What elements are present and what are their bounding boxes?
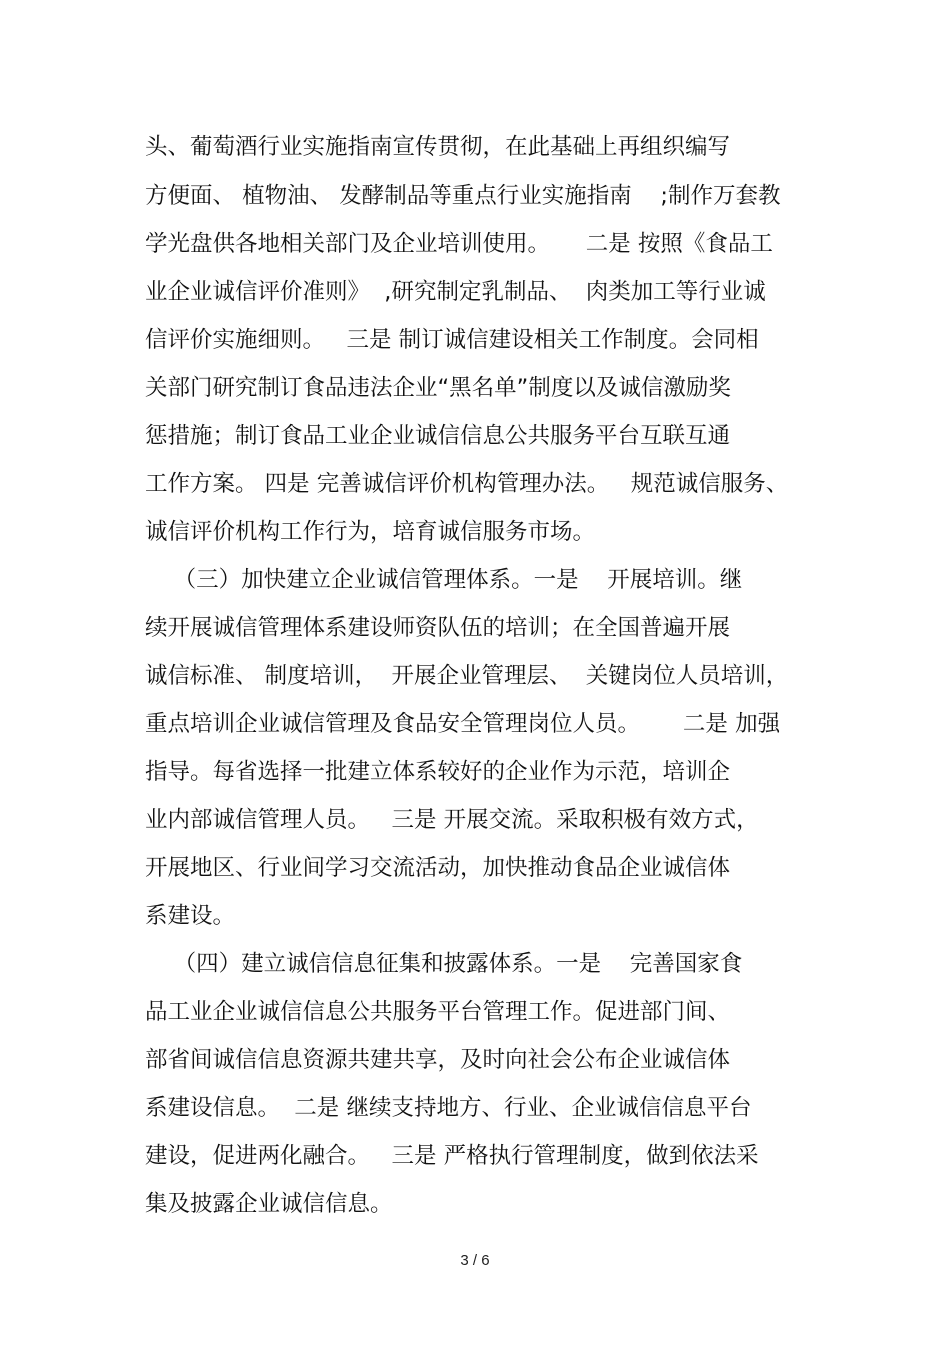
- text-line-20: 部省间诚信信息资源共建共享，及时向社会公布企业诚信体: [145, 1047, 731, 1073]
- text-line-6: 关部门研究制订食品违法企业“黑名单”制度以及诚信激励奖: [145, 375, 731, 401]
- text-line-9: 诚信评价机构工作行为，培育诚信服务市场。: [145, 519, 596, 545]
- text-line-19: 品工业企业诚信信息公共服务平台管理工作。促进部门间、: [145, 999, 731, 1025]
- text-line-21: 系建设信息。 二是 继续支持地方、行业、企业诚信信息平台: [145, 1095, 752, 1121]
- text-line-16: 开展地区、行业间学习交流活动，加快推动食品企业诚信体: [145, 855, 731, 881]
- text-line-4: 业企业诚信评价准则》 ,研究制定乳制品、 肉类加工等行业诚: [145, 279, 766, 305]
- text-line-8: 工作方案。 四是 完善诚信评价机构管理办法。 规范诚信服务、: [145, 471, 789, 497]
- text-line-18: （四）建立诚信信息征集和披露体系。一是 完善国家食: [145, 951, 743, 977]
- text-line-12: 诚信标准、 制度培训， 开展企业管理层、 关键岗位人员培训，: [145, 663, 789, 689]
- page-number: 3 / 6: [460, 1252, 490, 1269]
- text-line-22: 建设，促进两化融合。 三是 严格执行管理制度，做到依法采: [145, 1143, 759, 1169]
- text-line-14: 指导。每省选择一批建立体系较好的企业作为示范，培训企: [145, 759, 731, 785]
- text-line-3: 学光盘供各地相关部门及企业培训使用。 二是 按照《食品工: [145, 231, 773, 257]
- text-line-15: 业内部诚信管理人员。 三是 开展交流。采取积极有效方式，: [145, 807, 759, 833]
- text-line-11: 续开展诚信管理体系建设师资队伍的培训；在全国普遍开展: [145, 615, 731, 641]
- text-line-10: （三）加快建立企业诚信管理体系。一是 开展培训。继: [145, 567, 743, 593]
- text-line-7: 惩措施；制订食品工业企业诚信信息公共服务平台互联互通: [145, 423, 731, 449]
- text-line-13: 重点培训企业诚信管理及食品安全管理岗位人员。 二是 加强: [145, 711, 781, 737]
- text-line-1: 头、葡萄酒行业实施指南宣传贯彻，在此基础上再组织编写: [145, 134, 731, 160]
- text-line-2: 方便面、 植物油、 发酵制品等重点行业实施指南 ;制作万套教: [145, 183, 781, 209]
- text-line-5: 信评价实施细则。 三是 制订诚信建设相关工作制度。会同相: [145, 327, 759, 353]
- text-line-17: 系建设。: [145, 903, 236, 929]
- text-line-23: 集及披露企业诚信信息。: [145, 1191, 393, 1217]
